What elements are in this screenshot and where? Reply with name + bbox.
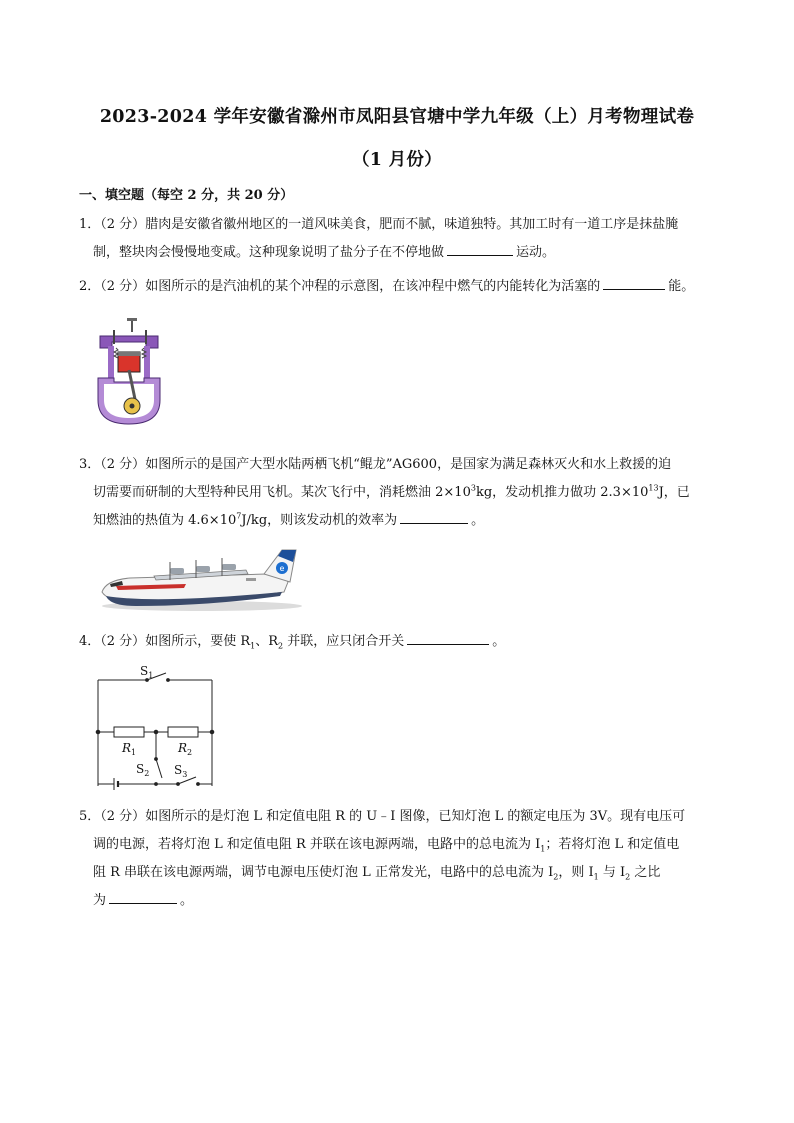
q4-text-d: 。 <box>492 634 506 649</box>
q3-text-b1: 切需要而研制的大型特种民用飞机。某次飞行中，消耗燃油 2×10 <box>93 485 471 500</box>
q1-points: （2 分） <box>100 217 146 232</box>
svg-text:S2 <box>136 762 149 778</box>
q5-text-a: 如图所示的是灯泡 L 和定值电阻 R 的 U﹣I 图像，已知灯泡 L 的额定电压为 3V。现有电压可 <box>145 809 686 824</box>
q4-text-c: 并联，应只闭合开关 <box>283 634 405 649</box>
q5-sub-c3: 2 <box>625 872 631 882</box>
q3-answer-blank[interactable] <box>400 509 468 524</box>
svg-text:R2 <box>177 741 192 757</box>
q4-sub1: 1 <box>250 641 256 651</box>
q4-number: 4． <box>79 634 101 649</box>
tail-logo-text: e <box>279 564 285 573</box>
q2-points: （2 分） <box>100 279 146 294</box>
q5-text-d2: 。 <box>180 893 194 908</box>
q1-text-c: 运动。 <box>516 245 556 260</box>
q5-sub-c2: 1 <box>593 872 599 882</box>
q5-sub-b1: 1 <box>540 844 546 854</box>
s1-sub: 1 <box>148 671 154 680</box>
q3-text-a: 如图所示的是国产大型水陆两栖飞机“鲲龙”AG600，是国家为满足森林灭火和水上救援的迫 <box>145 457 672 472</box>
q5-sub-c1: 2 <box>553 872 559 882</box>
q3-points: （2 分） <box>100 457 146 472</box>
q3-exp2: 13 <box>648 483 659 493</box>
q5-number: 5． <box>79 809 101 824</box>
q2-text-a: 如图所示的是汽油机的某个冲程的示意图，在该冲程中燃气的内能转化为活塞的 <box>145 279 601 294</box>
q3-text-b3: J，已 <box>658 485 690 500</box>
exam-subtitle: （1 月份） <box>351 150 443 170</box>
s2-sub: 2 <box>144 769 150 778</box>
svg-text:R1 <box>121 741 136 757</box>
section-heading-fill-blank: 一、填空题（每空 2 分，共 20 分） <box>79 188 294 203</box>
q3-text-c2: J/kg，则该发动机的效率为 <box>241 513 398 528</box>
q5-text-d1: 为 <box>93 893 107 908</box>
s1-label: S <box>140 664 149 678</box>
s2-label: S <box>136 762 145 776</box>
exam-title: 2023-2024 学年安徽省滁州市凤阳县官塘中学九年级（上）月考物理试卷 <box>99 107 695 127</box>
question-1 <box>79 211 719 267</box>
q5-text-c3: 与 I <box>598 865 626 880</box>
question-3 <box>79 451 719 535</box>
q2-answer-blank[interactable] <box>603 275 665 290</box>
q4-points: （2 分） <box>100 634 146 649</box>
ag600-seaplane-figure <box>96 548 308 614</box>
q4-sub2: 2 <box>278 641 284 651</box>
gasoline-engine-figure <box>94 318 164 428</box>
q3-exp1: 3 <box>470 483 476 493</box>
q5-answer-blank[interactable] <box>109 889 177 904</box>
question-5 <box>79 803 719 915</box>
q4-text-a: 如图所示，要使 R <box>145 634 251 649</box>
q3-exp3: 7 <box>236 511 242 521</box>
s3-sub: 3 <box>182 770 188 779</box>
r2-label: R <box>178 741 188 755</box>
q2-number: 2． <box>79 279 101 294</box>
question-2 <box>79 273 719 301</box>
q2-text-b: 能。 <box>668 279 695 294</box>
q3-text-c3: 。 <box>471 513 485 528</box>
q1-number: 1． <box>79 217 101 232</box>
question-4 <box>79 628 719 656</box>
r2-sub: 2 <box>187 748 193 757</box>
q4-answer-blank[interactable] <box>407 630 489 645</box>
r1-sub: 1 <box>131 748 137 757</box>
q5-text-b1: 调的电源，若将灯泡 L 和定值电阻 R 并联在该电源两端，电路中的总电流为 I <box>93 837 541 852</box>
q5-text-b2: ；若将灯泡 L 和定值电 <box>545 837 680 852</box>
s3-label: S <box>174 763 183 777</box>
r1-label: R <box>122 741 132 755</box>
q3-number: 3． <box>79 457 101 472</box>
q5-points: （2 分） <box>100 809 146 824</box>
q5-text-c1: 阻 R 串联在该电源两端，调节电源电压使灯泡 L 正常发光，电路中的总电流为 I <box>93 865 554 880</box>
q3-text-c1: 知燃油的热值为 4.6×10 <box>93 513 237 528</box>
circuit-diagram <box>92 660 218 790</box>
q4-text-b: 、R <box>255 634 278 649</box>
svg-text:S3 <box>174 763 187 779</box>
q3-text-b2: kg，发动机推力做功 2.3×10 <box>475 485 649 500</box>
q1-text-a: 腊肉是安徽省徽州地区的一道风味美食，肥而不腻，味道独特。其加工时有一道工序是抹盐腌 <box>145 217 679 232</box>
q5-text-c2: ，则 I <box>558 865 594 880</box>
q1-text-b: 制，整块肉会慢慢地变咸。这种现象说明了盐分子在不停地做 <box>93 245 445 260</box>
q5-text-c4: 之比 <box>630 865 661 880</box>
q1-answer-blank[interactable] <box>447 241 513 256</box>
svg-text:S1 <box>140 664 153 680</box>
